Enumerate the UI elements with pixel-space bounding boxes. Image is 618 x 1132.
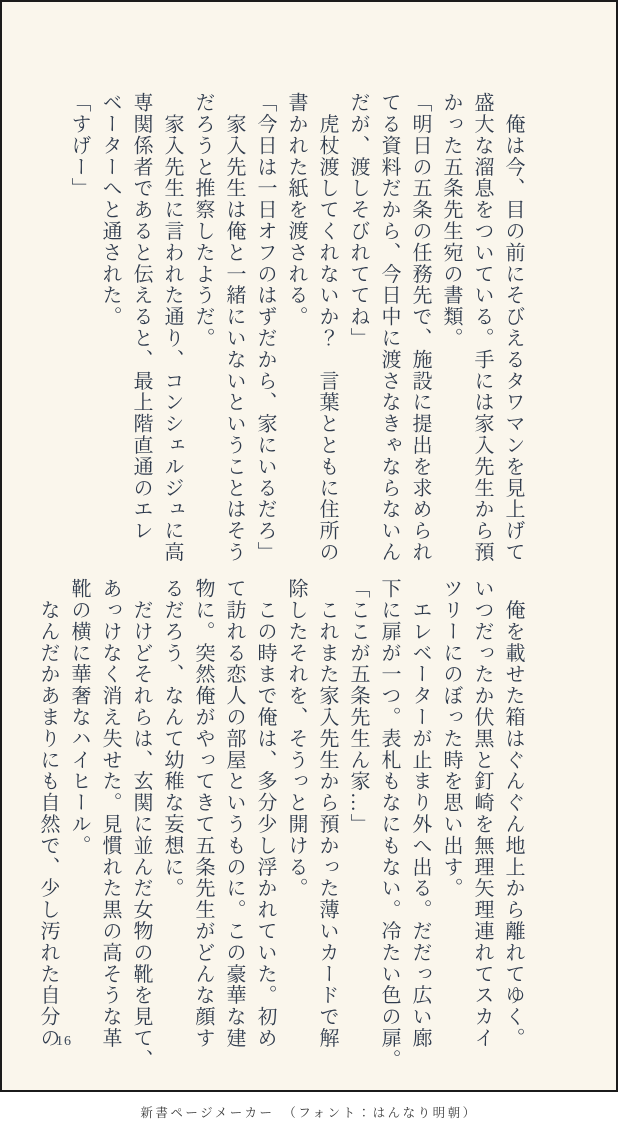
text-column: て訪れる恋人の部屋というものに。この豪華な建 <box>223 578 245 1049</box>
text-column: 「ここが五条先生ん家…」 <box>347 578 369 835</box>
text-column: るだろう、なんて幼稚な妄想に。 <box>161 578 183 899</box>
text-column: 物に。突然俺がやってきて五条先生がどんな顔す <box>192 578 214 1049</box>
footer-band <box>0 1092 618 1132</box>
text-column: 靴の横に華奢なハイヒール。 <box>68 578 90 857</box>
text-column: 除したそれを、そうっと開ける。 <box>285 578 307 899</box>
text-column: 虎杖渡してくれないか？ 言葉とともに住所の <box>316 92 338 563</box>
text-column: だが、渡しそびれててね」 <box>347 92 369 349</box>
text-column: てる資料だから、今日中に渡さなきゃならないん <box>378 92 400 563</box>
text-column: 「今日は一日オフのはずだから、家にいるだろ」 <box>254 92 276 563</box>
text-column: 書かれた紙を渡される。 <box>285 92 307 328</box>
text-column: 家入先生は俺と一緒にいないということはそう <box>223 92 245 563</box>
text-column: この時まで俺は、多分少し浮かれていた。初め <box>254 578 276 1049</box>
text-column: これまた家入先生から預かった薄いカードで解 <box>316 578 338 1049</box>
text-column: 俺を載せた箱はぐんぐん地上から離れてゆく。 <box>502 578 524 1049</box>
text-column: かった五条先生宛の書類。 <box>440 92 462 349</box>
text-column: 「明日の五条の任務先で、施設に提出を求められ <box>409 92 431 563</box>
text-column: 専関係者であると伝えると、最上階直通のエレ <box>130 92 152 542</box>
text-column: なんだかあまりにも自然で、少し汚れた自分の <box>37 578 59 1049</box>
text-column: いつだったか伏黒と釘崎を無理矢理連れてスカイ <box>471 578 493 1049</box>
text-column: だろうと推察したようだ。 <box>192 92 214 349</box>
page-number: 16 <box>56 1034 72 1049</box>
text-column: 「すげー」 <box>68 92 90 199</box>
text-column: あっけなく消え失せた。見慣れた黒の高そうな革 <box>99 578 121 1049</box>
text-column: エレベーターが止まり外へ出る。だだっ広い廊 <box>409 578 431 1049</box>
text-column: だけどそれらは、玄関に並んだ女物の靴を見て、 <box>130 578 152 1071</box>
vertical-text-block-bottom <box>32 578 528 1071</box>
text-column: 俺は今、目の前にそびえるタワマンを見上げて <box>502 92 524 563</box>
text-column: 下に扉が一つ。表札もなにもない。冷たい色の扉。 <box>378 578 400 1071</box>
text-column: ベーターへと通された。 <box>99 92 121 328</box>
text-column: 家入先生に言われた通り、コンシェルジュに高 <box>161 92 183 563</box>
vertical-text-block-top <box>63 92 528 568</box>
footer-caption: 新書ページメーカー （フォント：はんなり明朝） <box>140 1106 478 1120</box>
text-column: ツリーにのぼった時を思い出す。 <box>440 578 462 899</box>
text-column: 盛大な溜息をついている。手には家入先生から預 <box>471 92 493 563</box>
